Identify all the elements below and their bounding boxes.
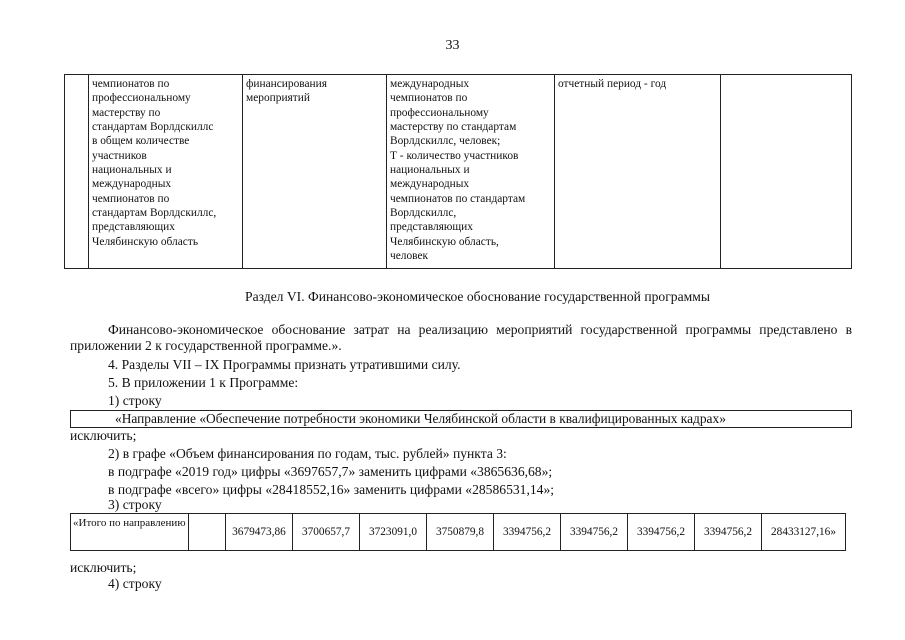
item-4: 4. Разделы VII – IX Программы признать утратившими силу. (108, 357, 461, 372)
cell-line: международных (390, 78, 470, 90)
totals-value: 3750879,8 (427, 514, 494, 551)
totals-label: «Итого по направлению (71, 514, 189, 551)
cell-line: представляющих (390, 221, 473, 234)
cell-line: профессиональному (92, 92, 191, 105)
continuation-table (64, 74, 852, 269)
subcolumn-total: в подграфе «всего» цифры «28418552,16» заменить цифрами «28586531,14»; (108, 482, 555, 497)
page-number: 33 (445, 38, 460, 53)
cell-line: национальных и (390, 164, 470, 177)
cell-line: представляющих (92, 221, 175, 234)
cell-line: чемпионатов по (92, 78, 170, 90)
cell-line: Челябинскую область (92, 235, 199, 248)
cell-line: международных (92, 178, 172, 191)
table-cell-basis (243, 75, 387, 269)
cell-line: финансирования (246, 78, 327, 90)
totals-value: 3394756,2 (695, 514, 762, 551)
cell-line: Челябинскую область, (390, 235, 499, 248)
cell-line: чемпионатов по (390, 92, 468, 105)
totals-value: 3394756,2 (494, 514, 561, 551)
cell-line: человек (390, 250, 429, 263)
table-cell-empty (721, 75, 852, 269)
cell-line: в общем количестве (92, 135, 190, 148)
paragraph-justification: Финансово-экономическое обоснование затрат на реализацию мероприятий государственной программы представлено в приложении 2 к государственной программе.». (70, 322, 852, 353)
cell-line: национальных и (92, 164, 172, 177)
cell-line: стандартам Ворлдскиллс, (92, 207, 217, 220)
exclude-text-1: исключить; (70, 428, 137, 443)
cell-line: профессиональному (390, 106, 489, 119)
totals-value: 3679473,86 (226, 514, 293, 551)
section-heading: Раздел VI. Финансово-экономическое обоснование государственной программы (245, 289, 710, 304)
cell-line: международных (390, 178, 470, 191)
totals-table (70, 513, 846, 551)
item-5: 5. В приложении 1 к Программе: (108, 375, 299, 390)
cell-line: чемпионатов по (92, 192, 170, 205)
cell-line: мероприятий (246, 92, 310, 105)
cell-line: Т - количество участников (390, 149, 519, 162)
totals-value: 3394756,2 (628, 514, 695, 551)
totals-value: 3700657,7 (293, 514, 360, 551)
totals-value: 3394756,2 (561, 514, 628, 551)
table-cell-indicator (89, 75, 243, 269)
table-cell-period: отчетный период - год (555, 75, 721, 269)
cell-line: Ворлдскиллс, (390, 207, 457, 220)
totals-value-total: 28433127,16» (762, 514, 846, 551)
cell-line: чемпионатов по стандартам (390, 192, 526, 205)
totals-empty-cell (189, 514, 226, 551)
totals-value: 3723091,0 (360, 514, 427, 551)
item-5-3: 3) строку (108, 497, 162, 512)
table-row (65, 75, 852, 269)
table-cell-number (65, 75, 89, 269)
cell-line: Ворлдскиллс, человек; (390, 135, 501, 148)
table-row (71, 514, 846, 551)
item-5-2: 2) в графе «Объем финансирования по годам, тыс. рублей» пункта 3: (108, 446, 507, 461)
exclude-text-2: исключить; (70, 560, 137, 575)
subcolumn-2019: в подграфе «2019 год» цифры «3697657,7» заменить цифрами «3865636,68»; (108, 464, 553, 479)
boxed-row-direction: «Направление «Обеспечение потребности экономики Челябинской области в квалифицированных кадрах» (70, 410, 852, 428)
cell-line: мастерству по стандартам (390, 121, 517, 134)
cell-line: стандартам Ворлдскиллс (92, 121, 214, 134)
cell-line: мастерству по (92, 106, 161, 119)
item-5-1: 1) строку (108, 393, 162, 408)
cell-line: участников (92, 149, 147, 162)
table-cell-formula (387, 75, 555, 269)
item-5-4: 4) строку (108, 576, 162, 591)
